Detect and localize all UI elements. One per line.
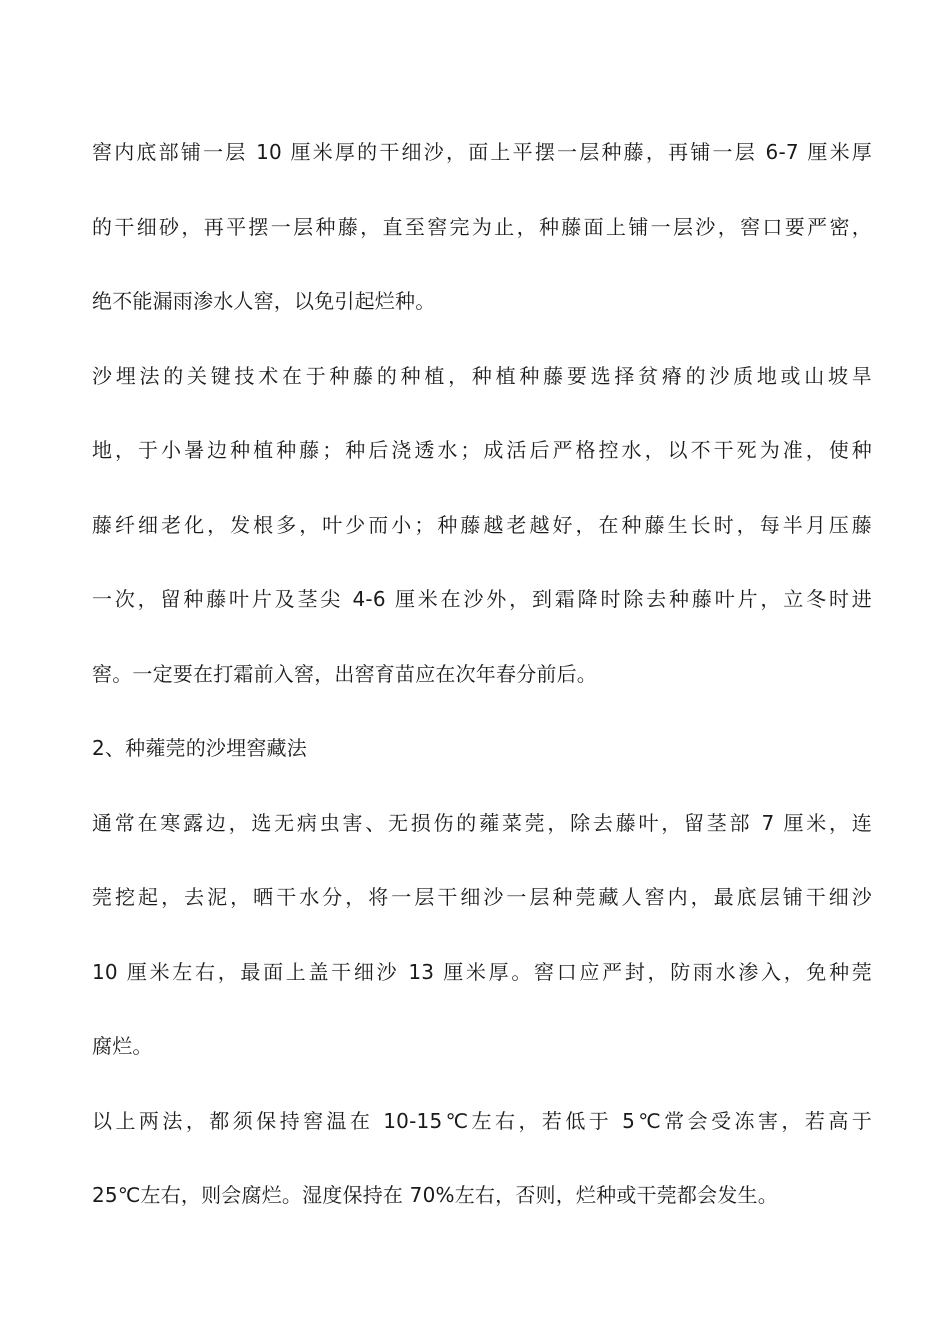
text-line-8: 窖。一定要在打霜前入窖，出窖育苗应在次年春分前后。	[92, 662, 597, 686]
text-line-1: 窖内底部铺一层 10 厘米厚的干细沙，面上平摆一层种藤，再铺一层 6-7 厘米厚	[92, 140, 872, 164]
text-line-14: 以上两法，都须保持窖温在 10-15℃左右，若低于 5℃常会受冻害，若高于	[92, 1109, 872, 1133]
section-heading: 2、种蕹莞的沙埋窖藏法	[92, 736, 307, 760]
text-line-3: 绝不能漏雨渗水人窖，以免引起烂种。	[92, 289, 436, 313]
text-line-6: 藤纤细老化，发根多，叶少而小；种藤越老越好，在种藤生长时，每半月压藤	[92, 513, 872, 537]
text-line-12: 10 厘米左右，最面上盖干细沙 13 厘米厚。窖口应严封，防雨水渗入，免种莞	[92, 960, 872, 984]
text-line-2: 的干细砂，再平摆一层种藤，直至窖完为止，种藤面上铺一层沙，窖口要严密，	[92, 215, 872, 239]
text-line-5: 地，于小暑边种植种藤；种后浇透水；成活后严格控水，以不干死为准，使种	[92, 438, 872, 462]
text-line-13: 腐烂。	[92, 1034, 153, 1058]
text-line-7: 一次，留种藤叶片及茎尖 4-6 厘米在沙外，到霜降时除去种藤叶片，立冬时进	[92, 587, 872, 611]
text-line-15: 25℃左右，则会腐烂。湿度保持在 70%左右，否则，烂种或干莞都会发生。	[92, 1183, 778, 1207]
text-line-11: 莞挖起，去泥，晒干水分，将一层干细沙一层种莞藏人窖内，最底层铺干细沙	[92, 885, 872, 909]
text-line-10: 通常在寒露边，选无病虫害、无损伤的蕹菜莞，除去藤叶，留茎部 7 厘米，连	[92, 811, 872, 835]
text-line-4: 沙埋法的关键技术在于种藤的种植，种植种藤要选择贫瘠的沙质地或山坡旱	[92, 364, 872, 388]
